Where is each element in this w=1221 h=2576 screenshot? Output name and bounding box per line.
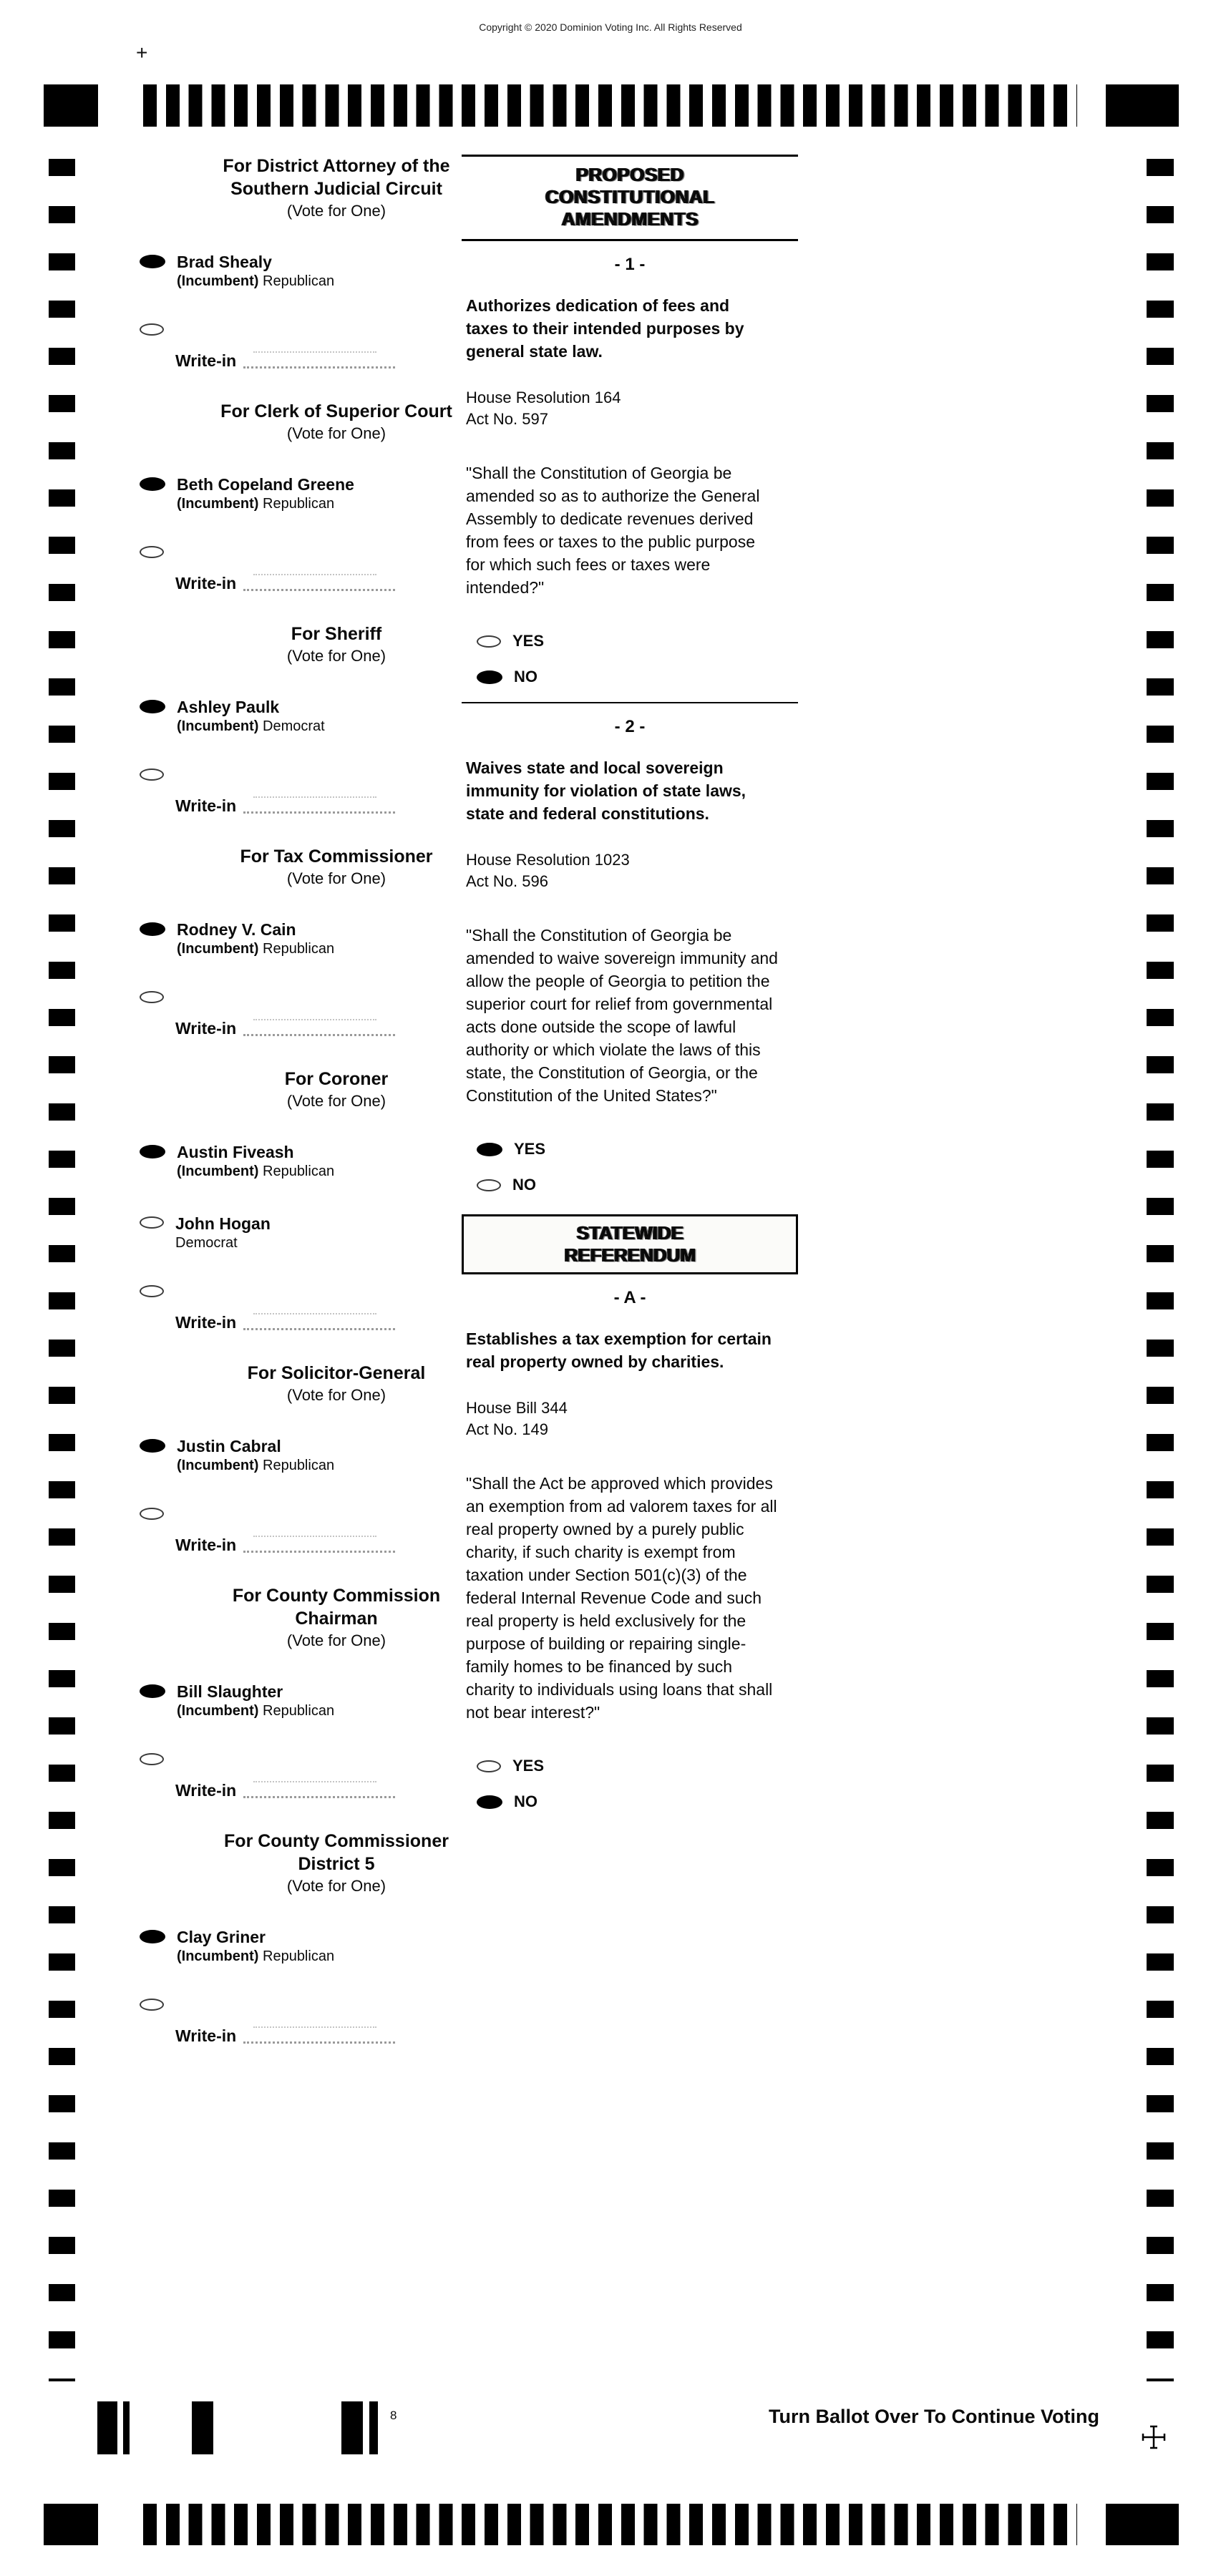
measure-option-yes xyxy=(462,1755,798,1777)
write-in-row xyxy=(122,1999,551,2046)
write-in-oval[interactable] xyxy=(140,1999,164,2011)
measure-summary: Establishes a tax exemption for certain real property owned by charities. xyxy=(466,1330,772,1371)
candidate-detail xyxy=(177,495,354,513)
write-in-line[interactable] xyxy=(243,1024,395,1036)
barcode-mark xyxy=(369,2401,378,2454)
empty-vote-oval[interactable] xyxy=(477,1179,501,1191)
barcode-mark xyxy=(97,2401,117,2454)
amendments-header xyxy=(462,155,798,241)
measure-divider xyxy=(462,702,798,703)
empty-vote-oval[interactable] xyxy=(477,635,501,648)
candidate-detail xyxy=(177,273,334,291)
measure-summary: Waives state and local sovereign immunity for violation of state laws, state and federal constitutions. xyxy=(466,758,746,823)
write-in-line[interactable] xyxy=(243,1541,395,1553)
vote-for-one-instruction: (Vote for One) xyxy=(286,1877,386,1895)
party-label: Republican xyxy=(263,273,335,289)
reference-line: House Bill 344 xyxy=(466,1399,568,1417)
write-in-line[interactable] xyxy=(243,1318,395,1330)
reference-line: Act No. 597 xyxy=(466,410,548,428)
contest-title: For Coroner xyxy=(284,1069,389,1089)
reference-line: Act No. 149 xyxy=(466,1420,548,1438)
filled-vote-oval[interactable] xyxy=(477,1795,502,1809)
write-in-label: Write-in xyxy=(175,796,237,815)
candidate-name: Austin Fiveash xyxy=(177,1143,294,1161)
write-in-line[interactable] xyxy=(243,579,395,591)
filled-vote-oval[interactable] xyxy=(140,1439,165,1453)
candidate-detail xyxy=(175,1234,271,1252)
incumbent-label: (Incumbent) xyxy=(177,718,263,734)
ballot-barcode xyxy=(97,2401,398,2454)
right-column xyxy=(462,155,798,1827)
candidate-name: John Hogan xyxy=(175,1214,271,1233)
measure-references xyxy=(466,387,798,430)
candidate-detail xyxy=(177,718,325,736)
vote-for-one-instruction: (Vote for One) xyxy=(286,869,386,887)
filled-vote-oval[interactable] xyxy=(140,255,165,268)
measure-summary: Authorizes dedication of fees and taxes to their intended purposes by general state law. xyxy=(466,296,744,361)
measure-number: - A - xyxy=(613,1288,646,1307)
write-in-line[interactable] xyxy=(243,2031,395,2044)
reference-line: Act No. 596 xyxy=(466,872,548,890)
option-label: NO xyxy=(514,1792,537,1810)
vote-for-one-instruction: (Vote for One) xyxy=(286,647,386,665)
write-in-oval[interactable] xyxy=(140,991,164,1003)
turn-ballot-over-text: Turn Ballot Over To Continue Voting xyxy=(769,2406,1099,2427)
incumbent-label: (Incumbent) xyxy=(177,1163,263,1179)
option-label: NO xyxy=(514,668,537,686)
candidate-text xyxy=(177,474,354,513)
contest-title: For Sheriff xyxy=(291,624,382,644)
write-in-oval[interactable] xyxy=(140,546,164,558)
candidate-text xyxy=(177,1142,334,1181)
candidate-detail xyxy=(177,1948,334,1966)
timing-block-bottom-left xyxy=(44,2504,98,2545)
candidate-text xyxy=(177,252,334,291)
vote-for-one-instruction: (Vote for One) xyxy=(286,1386,386,1404)
party-label: Republican xyxy=(263,1458,335,1473)
candidate-text xyxy=(177,1436,334,1475)
filled-vote-oval[interactable] xyxy=(477,1143,502,1156)
measure-references xyxy=(466,1397,798,1440)
measure-option-yes xyxy=(462,1138,798,1160)
write-in-label: Write-in xyxy=(175,574,237,592)
candidate-name: Ashley Paulk xyxy=(177,698,280,716)
party-label: Republican xyxy=(263,496,335,512)
write-in-oval[interactable] xyxy=(140,1508,164,1520)
write-in-oval[interactable] xyxy=(140,769,164,781)
footer-small-mark: 8 xyxy=(390,2409,397,2422)
contest-8 xyxy=(122,1830,551,2046)
candidate-text xyxy=(177,1927,334,1966)
measure-1 xyxy=(462,254,798,688)
write-in-oval[interactable] xyxy=(140,323,164,336)
candidate-detail xyxy=(177,1163,334,1181)
incumbent-label: (Incumbent) xyxy=(177,496,263,512)
candidate-name: Rodney V. Cain xyxy=(177,920,296,939)
filled-vote-oval[interactable] xyxy=(140,1684,165,1698)
vote-for-one-instruction: (Vote for One) xyxy=(286,1092,386,1110)
incumbent-label: (Incumbent) xyxy=(177,1458,263,1473)
write-in-line[interactable] xyxy=(243,1786,395,1798)
write-in-label: Write-in xyxy=(175,1019,237,1038)
write-in-label: Write-in xyxy=(175,1313,237,1332)
barcode-mark xyxy=(123,2401,130,2454)
filled-vote-oval[interactable] xyxy=(140,700,165,713)
incumbent-label: (Incumbent) xyxy=(177,1948,263,1964)
write-in-line[interactable] xyxy=(243,356,395,369)
candidate-name: Beth Copeland Greene xyxy=(177,475,354,494)
measure-question: "Shall the Constitution of Georgia be amended to waive sovereign immunity and allow the people of Georgia to petition the superior court for relief from governmental acts done outside the scope of lawful authority or which violate the laws of this state, the Constitution of Georgia, or the Constitution of the United States?" xyxy=(466,926,778,1105)
empty-vote-oval[interactable] xyxy=(140,1216,164,1229)
candidate-name: Clay Griner xyxy=(177,1928,266,1946)
write-in-label: Write-in xyxy=(175,1536,237,1554)
registration-target-icon xyxy=(1139,2423,1168,2451)
write-in-oval[interactable] xyxy=(140,1753,164,1765)
measure-question: "Shall the Constitution of Georgia be amended so as to authorize the General Assembly to dedicate revenues derived from fees or taxes to the public purpose for which such fees or taxes were intended?" xyxy=(466,464,760,597)
timing-mark-row-bottom xyxy=(143,2504,1077,2545)
measure-option-no xyxy=(462,666,798,688)
contest-title: District 5 xyxy=(298,1854,375,1874)
timing-block-top-left xyxy=(44,84,98,127)
barcode-mark xyxy=(192,2401,213,2454)
filled-vote-oval[interactable] xyxy=(477,670,502,684)
timing-mark-rail-right xyxy=(1147,159,1174,2381)
party-label: Republican xyxy=(263,1163,335,1179)
measure-number: - 1 - xyxy=(614,255,646,274)
filled-vote-oval[interactable] xyxy=(140,1930,165,1943)
timing-block-bottom-right xyxy=(1106,2504,1179,2545)
contest-title: Chairman xyxy=(295,1609,378,1629)
party-label: Republican xyxy=(263,1948,335,1964)
reference-line: House Resolution 164 xyxy=(466,389,621,406)
incumbent-label: (Incumbent) xyxy=(177,273,263,289)
amendments-header-line: PROPOSED xyxy=(575,164,684,185)
measure-A xyxy=(462,1287,798,1813)
candidate-name: Justin Cabral xyxy=(177,1437,281,1455)
option-label: YES xyxy=(512,632,545,650)
candidate-detail xyxy=(177,940,334,958)
reference-line: House Resolution 1023 xyxy=(466,851,630,869)
statewide-referendum-header xyxy=(462,1214,798,1274)
section-header-line: STATEWIDE xyxy=(576,1222,684,1244)
candidate-name: Brad Shealy xyxy=(177,253,272,271)
measure-option-no xyxy=(462,1791,798,1813)
contest-title: For County Commissioner xyxy=(224,1831,449,1851)
vote-for-one-instruction: (Vote for One) xyxy=(286,202,386,220)
contest-title: For County Commission xyxy=(232,1586,441,1606)
amendments-header-line: CONSTITUTIONAL xyxy=(545,186,715,208)
party-label: Democrat xyxy=(175,1235,238,1251)
incumbent-label: (Incumbent) xyxy=(177,941,263,957)
candidate-text xyxy=(175,1214,271,1252)
vote-for-one-instruction: (Vote for One) xyxy=(286,1631,386,1649)
timing-mark-row-top xyxy=(143,84,1077,127)
party-label: Democrat xyxy=(263,718,325,734)
contest-title: For District Attorney of the xyxy=(223,156,450,176)
candidate-detail xyxy=(177,1457,334,1475)
empty-vote-oval[interactable] xyxy=(477,1760,501,1772)
amendments-header-line: AMENDMENTS xyxy=(561,208,699,230)
option-label: YES xyxy=(514,1140,546,1158)
registration-plus-icon: + xyxy=(136,42,148,64)
filled-vote-oval[interactable] xyxy=(140,1145,165,1158)
timing-mark-rail-left xyxy=(49,159,75,2381)
contest-title: For Solicitor-General xyxy=(247,1363,426,1383)
write-in-oval[interactable] xyxy=(140,1285,164,1297)
filled-vote-oval[interactable] xyxy=(140,922,165,936)
measure-option-no xyxy=(462,1174,798,1196)
section-header-line: REFERENDUM xyxy=(564,1244,696,1266)
candidate-row xyxy=(122,1927,551,1966)
option-label: NO xyxy=(512,1176,536,1194)
filled-vote-oval[interactable] xyxy=(140,477,165,491)
measures xyxy=(462,254,798,1813)
write-in-label: Write-in xyxy=(175,2026,237,2045)
contest-title: For Clerk of Superior Court xyxy=(220,401,452,421)
write-in-label: Write-in xyxy=(175,351,237,370)
timing-block-top-right xyxy=(1106,84,1179,127)
contest-title: Southern Judicial Circuit xyxy=(230,179,442,199)
measure-number: - 2 - xyxy=(614,717,646,736)
candidate-text xyxy=(177,697,325,736)
measure-option-yes xyxy=(462,630,798,652)
contest-title: For Tax Commissioner xyxy=(240,847,433,867)
candidate-text xyxy=(177,919,334,958)
measure-2 xyxy=(462,716,798,1196)
measure-references xyxy=(466,849,798,892)
write-in-label-row xyxy=(175,2026,551,2046)
candidate-name: Bill Slaughter xyxy=(177,1682,283,1701)
candidate-text xyxy=(177,1682,334,1720)
barcode-mark xyxy=(341,2401,363,2454)
write-in-line[interactable] xyxy=(243,801,395,814)
vote-for-one-instruction: (Vote for One) xyxy=(286,424,386,442)
candidate-detail xyxy=(177,1702,334,1720)
write-in-label: Write-in xyxy=(175,1781,237,1800)
copyright-text: Copyright © 2020 Dominion Voting Inc. All Rights Reserved xyxy=(479,21,742,33)
incumbent-label: (Incumbent) xyxy=(177,1703,263,1719)
option-label: YES xyxy=(512,1757,545,1775)
party-label: Republican xyxy=(263,941,335,957)
measure-question: "Shall the Act be approved which provides an exemption from ad valorem taxes for all real property owned by a purely public charity, if such charity is exempt from taxation under Section 501(c)(3) of the federal Internal Revenue Code and such real property is held exclusively for the purpose of building or repairing single-family homes to be financed by such charity to individuals using loans that shall not bear interest?" xyxy=(466,1474,777,1722)
party-label: Republican xyxy=(263,1703,335,1719)
